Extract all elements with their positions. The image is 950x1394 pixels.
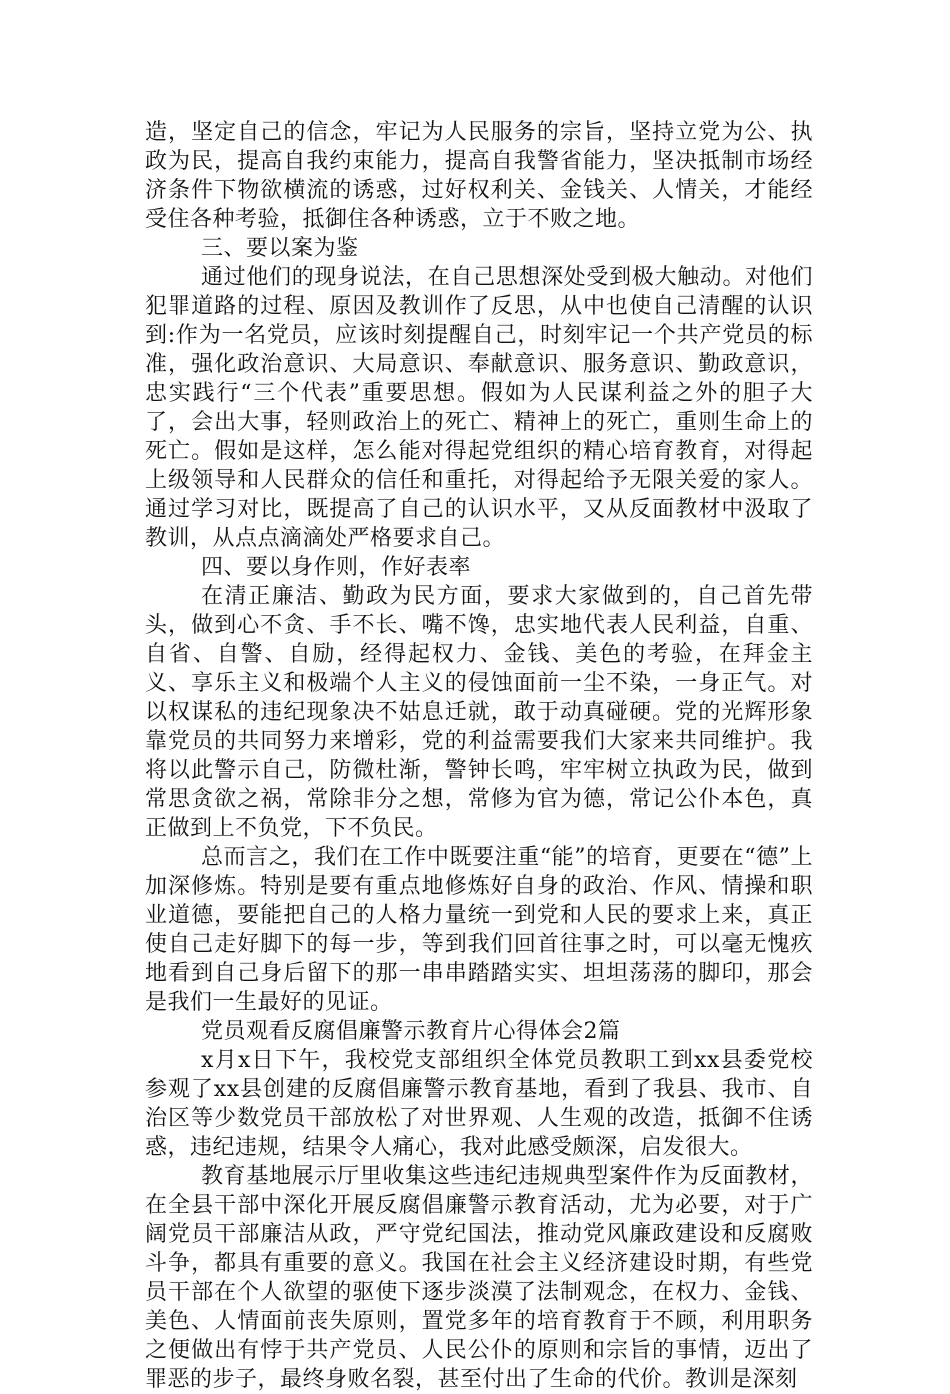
article-title: 党员观看反腐倡廉警示教育片心得体会2篇 xyxy=(201,1019,621,1044)
section-heading: 四、要以身作则，作好表率 xyxy=(201,555,472,580)
paragraph: 造，坚定自己的信念，牢记为人民服务的宗旨，坚持立党为公、执政为民，提高自我约束能力，提高自我警省能力，坚决抵制市场经济条件下物欲横流的诱惑，过好权利关、金钱关、人情关，才能经受住各种考验，抵御住各种诱惑，立于不败之地。 xyxy=(145,120,813,232)
section-heading: 三、要以案为鉴 xyxy=(201,236,359,261)
paragraph: 教育基地展示厅里收集这些违纪违规典型案件作为反面教材，在全县干部中深化开展反腐倡廉警示教育活动，尤为必要，对于广阔党员干部廉洁从政，严守党纪国法，推动党风廉政建设和反腐败斗争，都具有重要的意义。我国在社会主义经济建设时期，有些党员干部在个人欲望的驱使下逐步淡漠了法制观念，在权力、金钱、美色、人情面前丧失原则，置党多年的培育教育于不顾，利用职务之便做出有悖于共产党员、人民公仆的原则和宗旨的事情，迈出了罪恶的步子，最终身败名裂，甚至付出了生命的代价。教训是深刻 xyxy=(145,1164,813,1392)
paragraph: x月x日下午，我校党支部组织全体党员教职工到xx县委党校参观了xx县创建的反腐倡廉警示教育基地，看到了我县、我市、自治区等少数党员干部放松了对世界观、人生观的改造，抵御不住诱惑，违纪违规，结果令人痛心，我对此感受颇深，启发很大。 xyxy=(145,1048,813,1160)
paragraph: 在清正廉洁、勤政为民方面，要求大家做到的，自己首先带头，做到心不贪、手不长、嘴不馋，忠实地代表人民利益，自重、自省、自警、自励，经得起权力、金钱、美色的考验，在拜金主义、享乐主义和极端个人主义的侵蚀面前一尘不染，一身正气。对以权谋私的违纪现象决不姑息迁就，敢于动真碰硬。党的光辉形象靠党员的共同努力来增彩，党的利益需要我们大家来共同维护。我将以此警示自己，防微杜渐，警钟长鸣，牢牢树立执政为民，做到常思贪欲之祸，常除非分之想，常修为官为德，常记公仆本色，真正做到上不负党，下不负民。 xyxy=(145,584,813,841)
paragraph: 总而言之，我们在工作中既要注重“能”的培育，更要在“德”上加深修炼。特别是要有重点地修炼好自身的政治、作风、情操和职业道德，要能把自己的人格力量统一到党和人民的要求上来，真正使自己走好脚下的每一步，等到我们回首往事之时，可以毫无愧疚地看到自己身后留下的那一串串踏踏实实、坦坦荡荡的脚印，那会是我们一生最好的见证。 xyxy=(145,845,813,1015)
document-body xyxy=(145,118,813,1394)
paragraph: 通过他们的现身说法，在自己思想深处受到极大触动。对他们犯罪道路的过程、原因及教训作了反思，从中也使自己清醒的认识到:作为一名党员，应该时刻提醒自己，时刻牢记一个共产党员的标准，强化政治意识、大局意识、奉献意识、服务意识、勤政意识，忠实践行“三个代表”重要思想。假如为人民谋利益之外的胆子大了，会出大事，轻则政治上的死亡、精神上的死亡，重则生命上的死亡。假如是这样，怎么能对得起党组织的精心培育教育，对得起上级领导和人民群众的信任和重托，对得起给予无限关爱的家人。通过学习对比，既提高了自己的认识水平，又从反面教材中汲取了教训，从点点滴滴处严格要求自己。 xyxy=(145,265,813,551)
